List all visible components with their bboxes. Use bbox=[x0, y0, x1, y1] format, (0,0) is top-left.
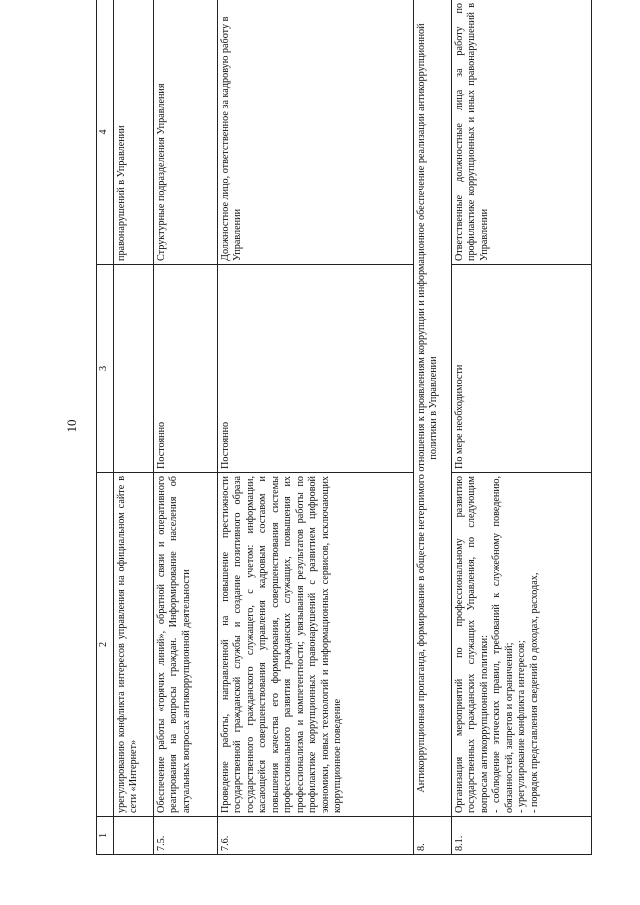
row-number bbox=[114, 817, 154, 855]
description-line: Организация мероприятий по профессиональному развитию государственных гражданских служащих Управления, по следующим вопросам антикоррупционной политики: bbox=[454, 476, 490, 813]
row-number: 7.5. bbox=[154, 817, 218, 855]
measure-description: Обеспечение работы «горячих линий», обратной связи и оперативного реагирования на вопросы граждан. Информирование населения об актуальных вопросах антикоррупционной деятельности bbox=[154, 473, 218, 817]
measure-responsible: Ответственные должностные лица за работу по профилактике коррупционных и иных правонарушений в Управлении bbox=[452, 0, 592, 265]
measure-responsible: правонарушений в Управлении bbox=[114, 0, 154, 265]
measure-term bbox=[114, 265, 154, 473]
table-row bbox=[154, 0, 218, 855]
measures-table bbox=[96, 0, 632, 855]
section-heading: Антикоррупционная пропаганда, формирование в обществе нетерпимого отношения к проявлениям коррупции и информационное обеспечение реализации антикоррупционной политики в Управлении bbox=[414, 0, 452, 817]
measure-description: урегулированию конфликта интересов управления на официальном сайте в сети «Интернет» bbox=[114, 473, 154, 817]
description-line: - порядок представления сведений о доходах, расходах, bbox=[528, 572, 540, 813]
row-number: 8. bbox=[414, 817, 452, 855]
table-row bbox=[452, 0, 592, 855]
table-row bbox=[414, 0, 452, 855]
page-number: 10 bbox=[64, 419, 79, 433]
measure-responsible: Структурные подразделения Управления bbox=[154, 0, 218, 265]
measure-term: Постоянно bbox=[154, 265, 218, 473]
description-line: - соблюдение этических правил, требований к служебному поведению, обязанностей, запретов и ограничений; bbox=[491, 476, 515, 813]
table-row bbox=[114, 0, 154, 855]
column-header-number: 1 bbox=[97, 817, 114, 855]
column-header-term: 3 bbox=[97, 265, 114, 473]
measure-term: Постоянно bbox=[218, 265, 414, 473]
row-number: 7.6. bbox=[218, 817, 414, 855]
measure-description bbox=[452, 473, 592, 817]
measure-responsible: Должностное лицо, ответственное за кадровую работу в Управлении bbox=[218, 0, 414, 265]
row-number: 8.1. bbox=[452, 817, 592, 855]
measure-term: По мере необходимости bbox=[452, 265, 592, 473]
table-row bbox=[218, 0, 414, 855]
column-header-measure: 2 bbox=[97, 473, 114, 817]
measure-description: Проведение работы, направленной на повышение престижности государственной гражданской службы и создание позитивного образа государственного гражданского служащего, с учетом: информации, касающейся совершенствования управления кадровым составом и повышения качества его формирования, совершенствования системы профессионального развития гражданских служащих, повышения их профессионализма и компетентности; увязывания результатов работы по профилактике коррупционных правонарушений с развитием цифровой экономики, новых технологий и информационных сервисов, исключающих коррупционное поведение bbox=[218, 473, 414, 817]
description-line: - урегулирование конфликта интересов; bbox=[516, 640, 528, 813]
table-header-row bbox=[97, 0, 114, 855]
column-header-responsible: 4 bbox=[97, 0, 114, 265]
